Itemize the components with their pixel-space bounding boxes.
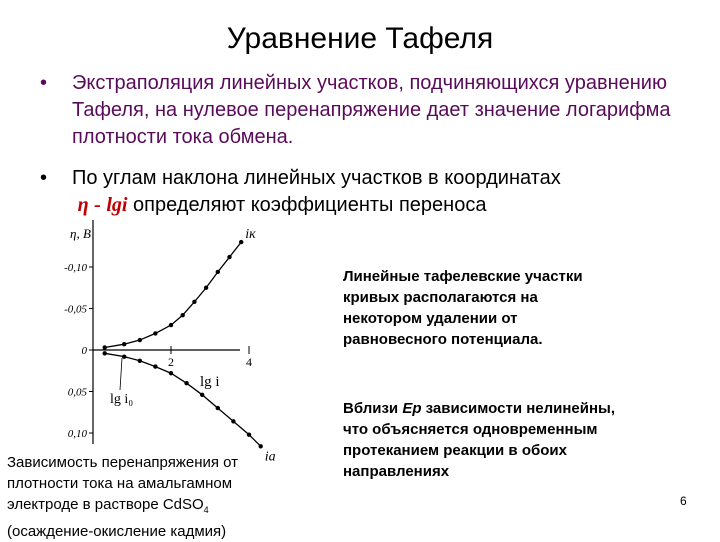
data-point (184, 381, 188, 385)
bullet-marker: • (40, 167, 48, 189)
i0-pointer (120, 358, 122, 390)
y-tick-label: 0 (81, 345, 87, 357)
bullet-marker: • (40, 72, 48, 94)
data-point (200, 393, 204, 397)
note-near-equilibrium (343, 398, 623, 482)
ep-symbol: Ер (402, 400, 422, 417)
bullet-text-after: определяют коэффициенты переноса (133, 194, 487, 216)
data-point (138, 338, 142, 342)
figure-caption (7, 452, 307, 542)
data-point (231, 419, 235, 423)
y-tick-label: 0,10 (67, 428, 87, 440)
page-number: 6 (680, 494, 687, 508)
data-point (103, 351, 107, 355)
data-point (153, 331, 157, 335)
eta-dash: - (94, 194, 101, 216)
data-point (181, 313, 185, 317)
y-ticks (64, 262, 93, 440)
y-axis-label: η, В (70, 226, 91, 241)
data-point (216, 270, 220, 274)
plot-axes (93, 220, 240, 444)
data-point (169, 323, 173, 327)
data-point (169, 371, 173, 375)
x-tick-label: 4 (246, 355, 252, 369)
y-tick-label: -0,10 (64, 262, 87, 274)
x-axis-label: lg i (200, 374, 220, 390)
lgi-symbol: lgi (106, 194, 128, 216)
data-point (138, 359, 142, 363)
data-point (192, 300, 196, 304)
data-point (122, 342, 126, 346)
data-point (227, 255, 231, 259)
x-tick-label: 2 (168, 355, 174, 369)
data-point (239, 240, 243, 244)
data-point (103, 345, 107, 349)
series-label: iа (264, 449, 276, 465)
note-near-prefix: Вблизи (343, 400, 399, 417)
data-point (247, 432, 251, 436)
data-point (204, 286, 208, 290)
data-point (216, 406, 220, 410)
tafel-plot (40, 218, 276, 465)
caption-line1: Зависимость перенапряжения от плотности тока на амальгамном электроде в растворе CdSO (7, 454, 239, 513)
bullet-slopes (40, 165, 712, 219)
lg-i0-annotation: lg i₀ (110, 392, 134, 407)
slide-title: Уравнение Тафеля (226, 22, 494, 55)
data-point (122, 354, 126, 358)
caption-subscript: 4 (203, 505, 209, 515)
series-label: iк (245, 227, 256, 243)
y-tick-label: 0,05 (67, 386, 87, 399)
bullet-text: Экстраполяция линейных участков, подчиняющихся уравнению Тафеля, на нулевое перенапряжение дает значение логарифма плотности тока обмена. (72, 72, 671, 148)
bullet-text (72, 165, 712, 219)
data-point (153, 364, 157, 368)
y-tick-label: -0,05 (64, 303, 87, 316)
eta-symbol: η (77, 194, 89, 216)
bullet-extrapolation (40, 70, 712, 151)
plot-series (103, 227, 276, 464)
data-point (259, 444, 263, 448)
bullet-text-before: По углам наклона линейных участков в координатах (72, 167, 561, 189)
caption-line2: (осаждение-окисление кадмия) (7, 523, 227, 540)
note-near-rest: зависимости нелинейны, что объясняется одновременным протеканием реакции в обоих направлениях (343, 400, 616, 480)
series-line-cathodic (105, 242, 242, 347)
note-linear-sections: Линейные тафелевские участки кривых располагаются на некотором удалении от равновесного потенциала. (343, 268, 583, 348)
